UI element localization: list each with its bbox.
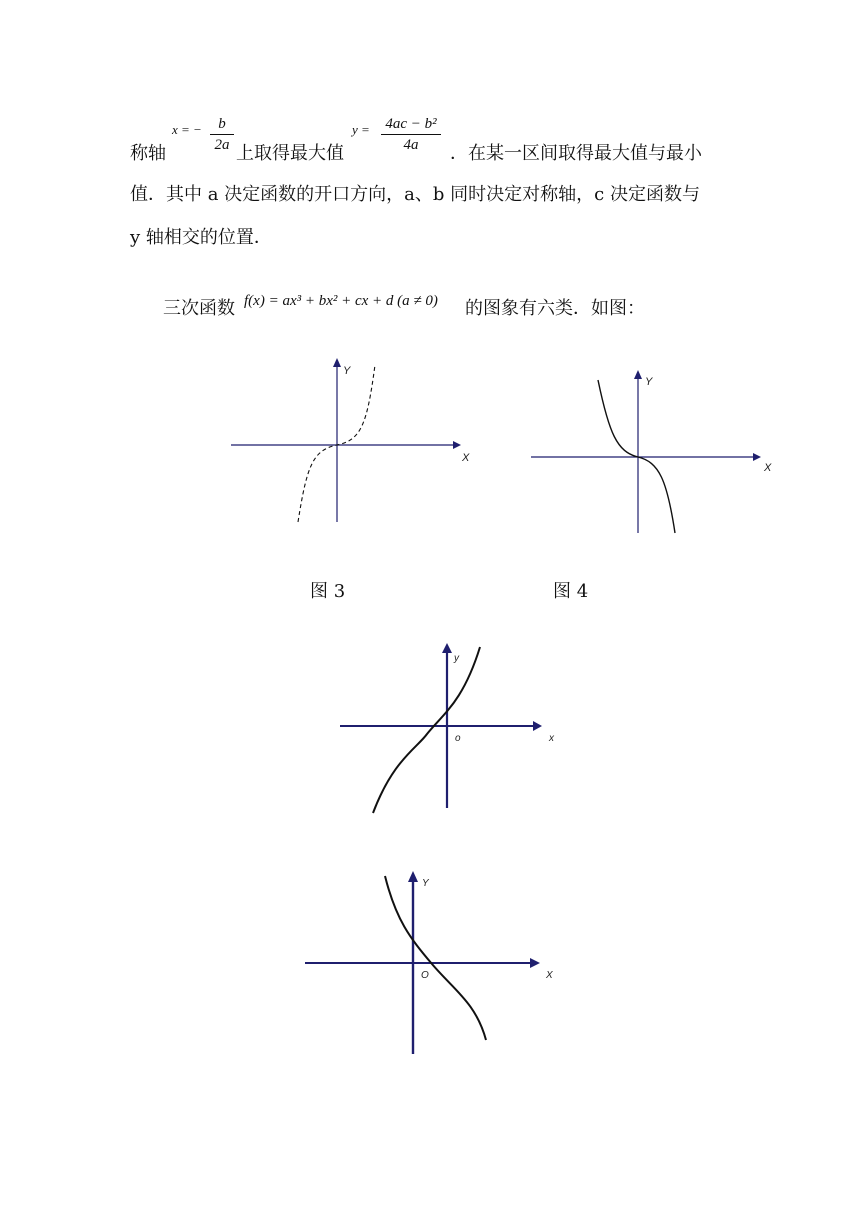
origin-label: o [455,733,461,744]
figure-5-graph [335,640,565,820]
cubic-curve [385,876,486,1040]
y-axis-arrow-icon [634,370,642,379]
max-fraction-denominator: 4a [403,137,419,153]
y-axis-label: Y [343,365,351,377]
max-fraction-numerator: 4ac − b² [385,116,437,132]
text-line-2: 值．其中 a 决定函数的开口方向，a、b 同时决定对称轴，c 决定函数与 [130,184,700,205]
text-line-3: y 轴相交的位置． [130,227,272,248]
x-axis-label: X [462,452,470,464]
cubic-curve [373,647,480,813]
x-axis-arrow-icon [530,958,540,968]
y-axis-label: Y [422,878,429,889]
y-axis-label: y [454,653,459,664]
figure-4-graph [525,368,780,538]
x-axis-label: X [764,462,772,474]
origin-label: O [421,970,429,981]
figure-6-graph [300,868,565,1060]
text-cubic-function: 三次函数 [163,298,235,319]
text-six-types: 的图象有六类．如图： [465,298,645,319]
x-axis-arrow-icon [533,721,542,731]
figure-3-graph [225,355,475,530]
fraction-bar [381,134,441,135]
figure-3-caption: 图 3 [310,581,346,602]
y-axis-arrow-icon [333,358,341,367]
text-interval-extrema: ．在某一区间取得最大值与最小 [450,143,702,164]
y-axis-arrow-icon [408,871,418,882]
cubic-formula: f(x) = ax³ + bx² + cx + d (a ≠ 0) [244,293,438,309]
y-axis-label: Y [645,376,653,388]
max-formula-lhs: y = [352,122,370,137]
text-take-max: 上取得最大值 [236,143,344,164]
x-axis-label: X [546,970,553,981]
fraction-bar [210,134,234,135]
axis-fraction-denominator: 2a [214,137,230,153]
y-axis-arrow-icon [442,643,452,653]
axis-formula-lhs: x = − [172,122,202,137]
max-fraction [381,116,441,153]
x-axis-label: x [549,733,554,744]
text-symmetry-axis: 称轴 [130,143,166,164]
axis-fraction [210,116,234,153]
figure-4-caption: 图 4 [553,581,589,602]
axis-fraction-numerator: b [218,116,226,132]
x-axis-arrow-icon [753,453,761,461]
x-axis-arrow-icon [453,441,461,449]
